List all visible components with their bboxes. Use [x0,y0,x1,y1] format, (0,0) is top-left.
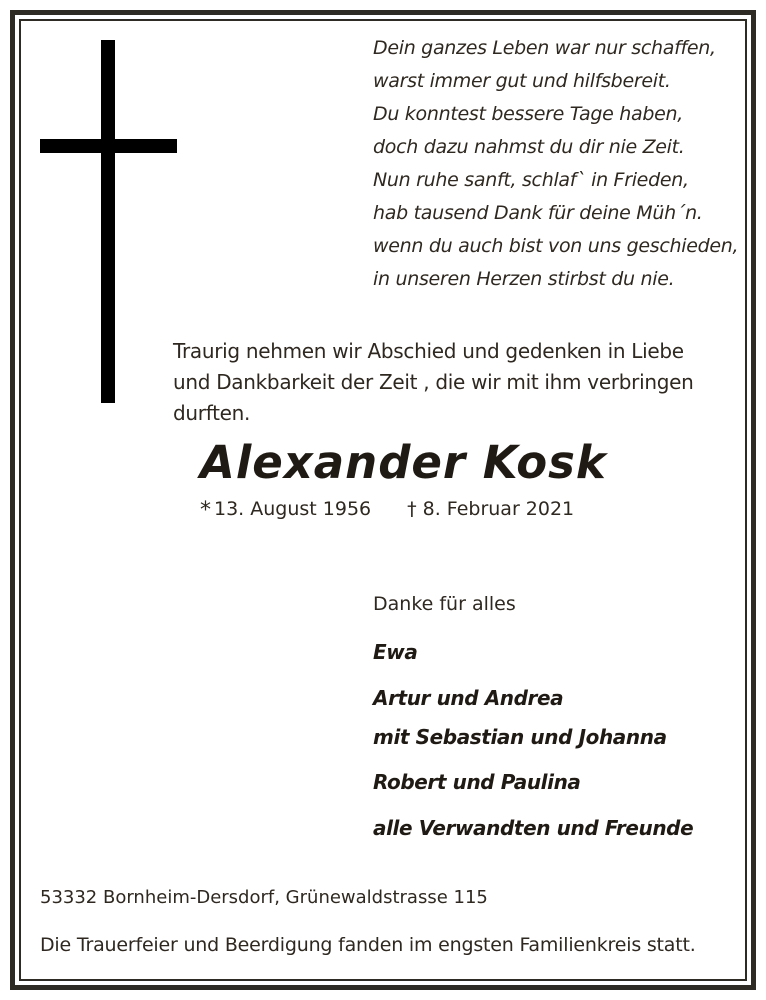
intro-line: durften. [173,401,251,425]
mourner-name: mit Sebastian und Johanna [373,725,667,749]
poem-line: wenn du auch bist von uns geschieden, [373,235,739,257]
birth-symbol: * [200,498,211,523]
life-dates [200,498,574,523]
address: 53332 Bornheim-Dersdorf, Grünewaldstrasse 115 [40,887,488,908]
intro-line: und Dankbarkeit der Zeit , die wir mit ihm verbringen [173,370,694,394]
poem-line: in unseren Herzen stirbst du nie. [373,268,675,290]
poem-line: Nun ruhe sanft, schlaf` in Frieden, [373,169,689,191]
deceased-name: Alexander Kosk [200,436,607,489]
poem-line: doch dazu nahmst du dir nie Zeit. [373,136,685,158]
poem-line: Du konntest bessere Tage haben, [373,103,683,125]
cross-horizontal-bar [40,139,177,153]
intro-line: Traurig nehmen wir Abschied und gedenken in Liebe [173,339,684,363]
mourner-name: alle Verwandten und Freunde [373,816,694,840]
poem-line: Dein ganzes Leben war nur schaffen, [373,37,716,59]
poem [373,32,738,296]
mourner-name: Ewa [373,640,418,664]
ceremony-note: Die Trauerfeier und Beerdigung fanden im engsten Familienkreis statt. [40,934,696,956]
mourner-name: Robert und Paulina [373,770,581,794]
birth-date: 13. August 1956 [214,498,372,520]
intro-text [173,336,733,429]
poem-line: hab tausend Dank für deine Müh´n. [373,202,703,224]
mourner-name: Artur und Andrea [373,686,564,710]
thanks-line: Danke für alles [373,593,516,615]
poem-line: warst immer gut und hilfsbereit. [373,70,671,92]
death-symbol: † [407,498,417,520]
cross-vertical-bar [101,40,115,403]
death-date: 8. Februar 2021 [422,498,575,520]
